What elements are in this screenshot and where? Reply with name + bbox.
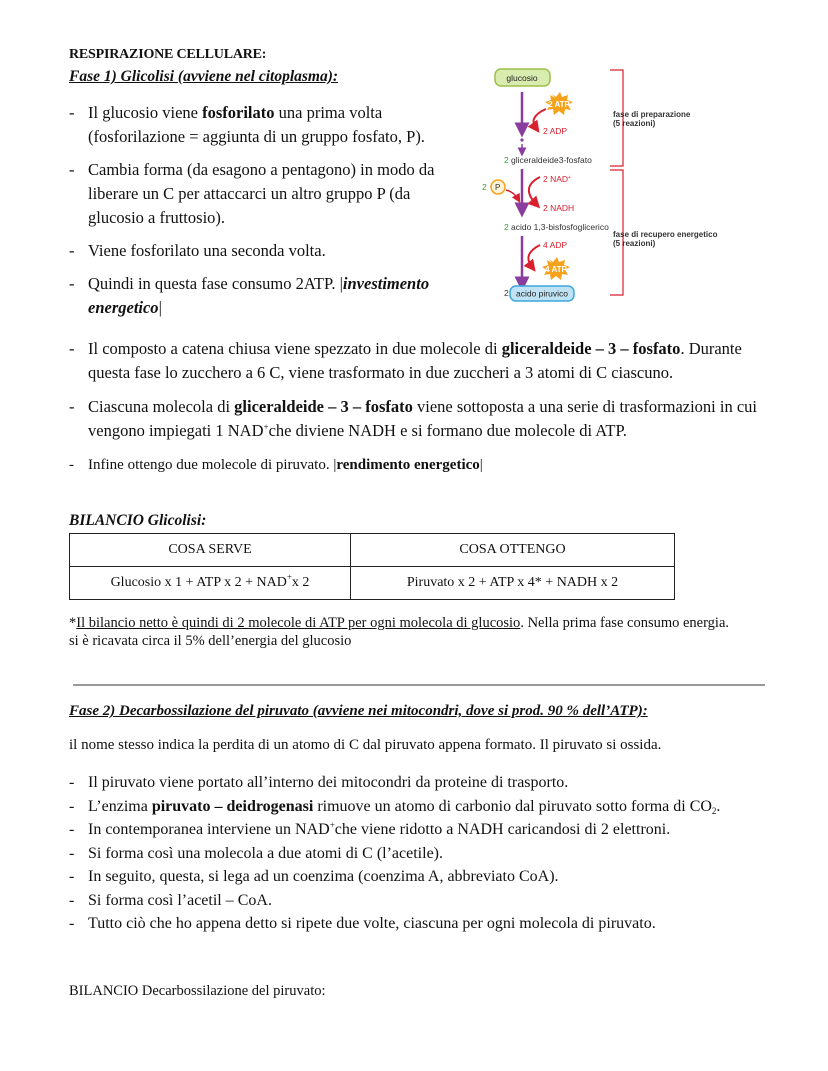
list-item: - In contemporanea interviene un NAD+che viene ridotto a NADH caricandosi di 2 elettroni. [69, 820, 671, 838]
table-row [70, 567, 675, 600]
cell-inputs: Glucosio x 1 + ATP x 2 + NAD+x 2 [70, 567, 351, 600]
atp-out-label: 4 ATP [545, 265, 567, 274]
list-item: - Il piruvato viene portato all’interno dei mitocondri da proteine di trasporto. [69, 774, 569, 791]
list-item: - Si forma così l’acetil – CoA. [69, 891, 272, 909]
svg-text:2: 2 [482, 182, 487, 192]
phase1-bullet-list-top [69, 101, 469, 329]
list-item: - Quindi in questa fase consumo 2ATP. |investimento energetico| [69, 274, 430, 317]
svg-text:P: P [495, 183, 501, 192]
header-cosa-ottengo: COSA OTTENGO [351, 534, 675, 567]
svg-text:2: 2 [504, 222, 509, 232]
cell-outputs: Piruvato x 2 + ATP x 4* + NADH x 2 [351, 567, 675, 600]
adp-in-label: 4 ADP [543, 240, 568, 250]
phase2-bullet-list [69, 771, 769, 936]
list-item: - In seguito, questa, si lega ad un coenzima (coenzima A, abbreviato CoA). [69, 868, 559, 885]
atp-in-label: 2 ATP [548, 100, 570, 109]
list-item: - Infine ottengo due molecole di piruvato. |rendimento energetico| [69, 457, 483, 473]
list-item: - Cambia forma (da esagono a pentagono) in modo da liberare un C per attaccarci un altro gruppo P (da glucosio a fruttosio). [69, 160, 435, 227]
phase-preparation-label: fase di preparazione [613, 110, 691, 119]
list-item: - Si forma così una molecola a due atomi di C (l’acetile). [69, 844, 443, 862]
dot-icon [520, 138, 523, 141]
curved-arrow-icon [528, 245, 540, 267]
nad-label: 2 NAD+ [543, 174, 571, 184]
glycolysis-diagram [480, 62, 780, 307]
list-item: - Ciascuna molecola di gliceraldeide – 3 – fosfato viene sottoposta a una serie di trasformazioni in cui vengono impiegati 1 NAD+che diviene NADH e si formano due molecole di ATP. [69, 397, 757, 440]
curved-arrow-icon [529, 177, 540, 204]
balance-note: *Il bilancio netto è quindi di 2 molecole di ATP per ogni molecola di glucosio. Nella prima fase consumo energia. si è ricavata circa il 5% dell’energia del glucosio [69, 615, 730, 649]
phase1-heading: Fase 1) Glicolisi (avviene nel citoplasma): [69, 68, 339, 85]
phase-recovery-label: fase di recupero energetico [613, 230, 718, 239]
pyruvate-label: acido piruvico [516, 288, 568, 299]
glucose-label: glucosio [506, 73, 538, 83]
svg-text:2: 2 [504, 155, 509, 165]
g3p-label: gliceraldeide3-fosfato [511, 155, 592, 165]
phase2-intro: il nome stesso indica la perdita di un atomo di C dal piruvato appena formato. Il piruvato si ossida. [69, 737, 662, 753]
phase-preparation-count: (5 reazioni) [613, 119, 656, 128]
glycolysis-balance-table [69, 533, 675, 600]
phase2-heading: Fase 2) Decarbossilazione del piruvato (avviene nei mitocondri, dove si prod. 90 % dell’ATP): [69, 703, 648, 719]
phase-recovery-count: (5 reazioni) [613, 239, 656, 248]
glycolysis-balance-heading: BILANCIO Glicolisi: [69, 512, 207, 529]
table-header-row [70, 534, 675, 567]
svg-text:2: 2 [504, 288, 509, 298]
list-item: - L’enzima piruvato – deidrogenasi rimuove un atomo di carbonio dal piruvato sotto forma di $CO_2$. [69, 797, 721, 816]
header-cosa-serve: COSA SERVE [70, 534, 351, 567]
nadh-label: 2 NADH [543, 203, 575, 213]
phase1-bullet-list-bottom [69, 337, 769, 487]
adp-out-label: 2 ADP [543, 126, 568, 136]
document-title: RESPIRAZIONE CELLULARE: [69, 47, 267, 62]
list-item: - Viene fosforilato una seconda volta. [69, 241, 326, 260]
list-item: - Il glucosio viene fosforilato una prima volta (fosforilazione = aggiunta di un gruppo fosfato, P). [69, 103, 425, 146]
bpg-label: acido 1,3-bisfosfoglicerico [511, 222, 609, 232]
list-item: - Il composto a catena chiusa viene spezzato in due molecole di gliceraldeide – 3 – fosfato. Durante questa fase lo zucchero a 6 C, viene trasformato in due zuccheri a 3 atomi di C ciascuno. [69, 339, 742, 382]
list-item: - Tutto ciò che ho appena detto si ripete due volte, ciascuna per ogni molecola di piruvato. [69, 915, 656, 932]
decarboxylation-balance-heading: BILANCIO Decarbossilazione del piruvato: [69, 983, 326, 999]
section-divider [73, 684, 765, 686]
